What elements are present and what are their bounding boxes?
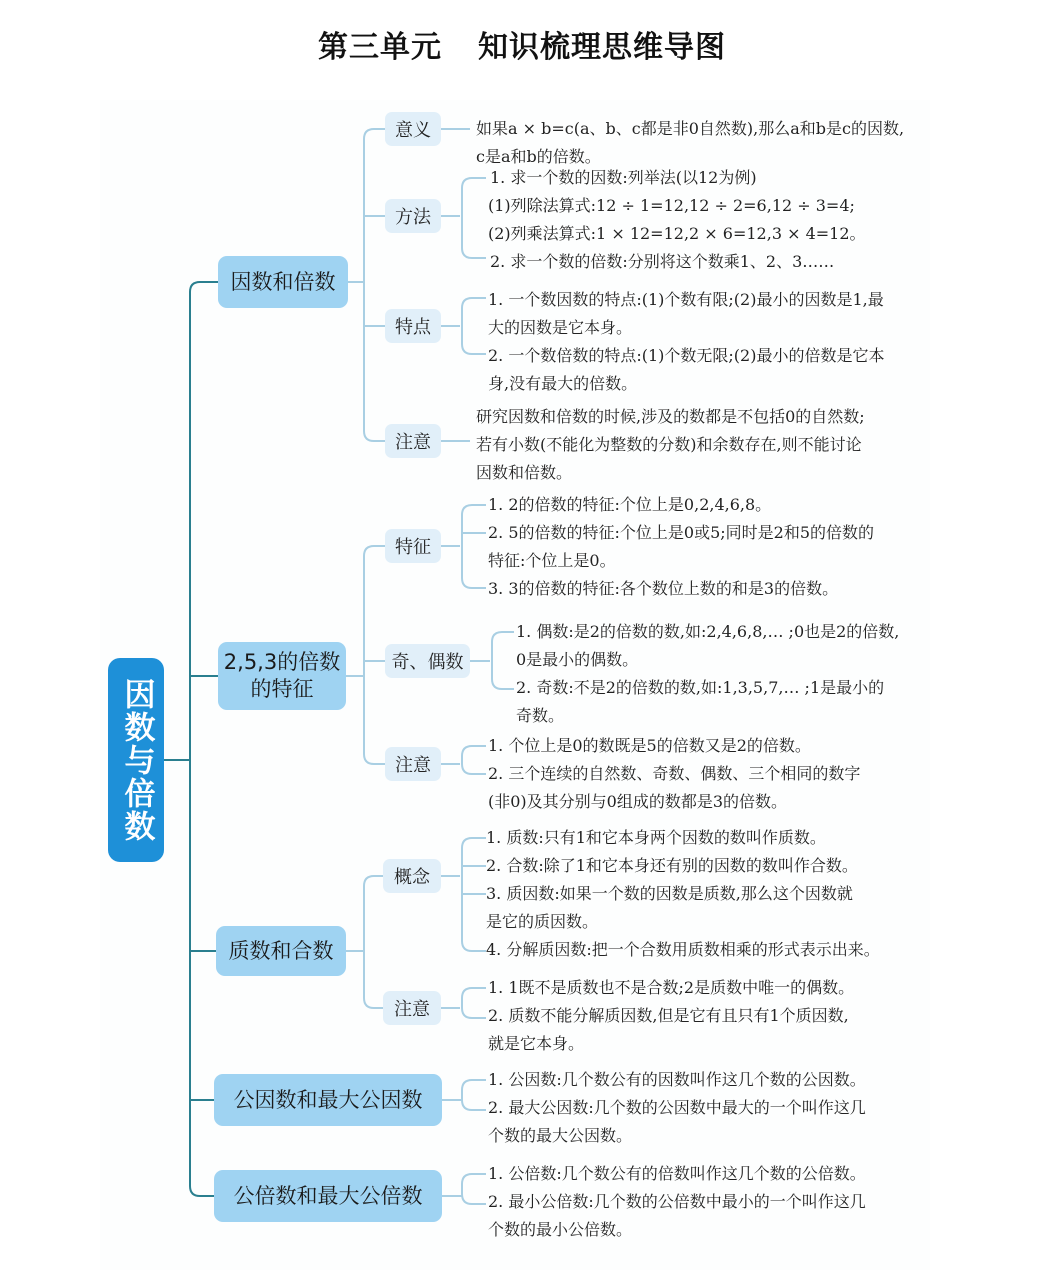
root-node[interactable] (108, 658, 164, 862)
text-line: (1)列除法算式:12 ÷ 1=12,12 ÷ 2=6,12 ÷ 3=4; (488, 196, 855, 215)
text-line: 个数的最大公因数。 (488, 1126, 633, 1145)
root-label: 因数与倍数 (118, 677, 155, 843)
node-label: 注意 (395, 432, 431, 453)
text-line: 2. 最小公倍数:几个数的公倍数中最小的一个叫作这几 (488, 1192, 866, 1211)
node-meaning[interactable] (385, 112, 441, 146)
node-note[interactable] (385, 747, 441, 781)
text-line: 1. 1既不是质数也不是合数;2是质数中唯一的偶数。 (488, 978, 855, 997)
text-note-3 (488, 974, 854, 1058)
text-line: 1. 个位上是0的数既是5的倍数又是2的倍数。 (488, 736, 811, 755)
text-line: 2. 最大公因数:几个数的公因数中最大的一个叫作这几 (488, 1098, 866, 1117)
text-line: 2. 5的倍数的特征:个位上是0或5;同时是2和5的倍数的 (488, 523, 875, 542)
text-method (490, 164, 866, 276)
text-line: 2. 合数:除了1和它本身还有别的因数的数叫作合数。 (486, 856, 858, 875)
text-line: 2. 三个连续的自然数、奇数、偶数、三个相同的数字 (488, 764, 861, 783)
branch-prime-composite[interactable] (216, 926, 346, 976)
text-line: 2. 一个数倍数的特点:(1)个数无限;(2)最小的倍数是它本 (488, 346, 885, 365)
text-meaning (476, 115, 904, 171)
text-line: 1. 偶数:是2的倍数的数,如:2,4,6,8,… ;0也是2的倍数, (516, 622, 900, 641)
branch-multiples-253[interactable] (218, 642, 346, 710)
text-line: 3. 质因数:如果一个数的因数是质数,那么这个因数就 (486, 884, 853, 903)
text-line: 2. 质数不能分解质因数,但是它有且只有1个质因数, (488, 1006, 849, 1025)
text-line: 4. 分解质因数:把一个合数用质数相乘的形式表示出来。 (486, 940, 880, 959)
text-line: 若有小数(不能化为整数的分数)和余数存在,则不能讨论 (476, 435, 862, 454)
text-lcm (488, 1160, 866, 1244)
text-gcd (488, 1066, 866, 1150)
text-line: 1. 求一个数的因数:列举法(以12为例) (490, 168, 757, 187)
text-line: 1. 质数:只有1和它本身两个因数的数叫作质数。 (486, 828, 826, 847)
branch-label-line1: 2,5,3的倍数 (223, 650, 341, 674)
text-line: 是它的质因数。 (486, 912, 599, 931)
text-line: 研究因数和倍数的时候,涉及的数都是不包括0的自然数; (476, 407, 865, 426)
node-concept[interactable] (383, 859, 441, 893)
text-line: 特征:个位上是0。 (488, 551, 616, 570)
text-line: 奇数。 (516, 706, 565, 725)
text-line: 如果a × b=c(a、b、c都是非0自然数),那么a和b是c的因数, (476, 119, 905, 138)
node-label: 特征 (395, 537, 431, 558)
node-label: 注意 (394, 999, 430, 1020)
node-label: 概念 (394, 867, 430, 888)
text-line: 0是最小的偶数。 (516, 650, 639, 669)
branch-factors-multiples[interactable] (218, 256, 348, 308)
node-odd-even[interactable] (385, 644, 470, 678)
node-label: 意义 (395, 120, 431, 141)
node-traits[interactable] (385, 309, 441, 343)
text-concept (486, 824, 880, 964)
text-line: 因数和倍数。 (476, 463, 573, 482)
text-note-2 (488, 732, 860, 816)
branch-lcm[interactable] (214, 1170, 442, 1222)
node-label: 注意 (395, 755, 431, 776)
text-note-1 (476, 403, 865, 487)
node-label: 奇、偶数 (391, 652, 464, 673)
text-line: 个数的最小公倍数。 (488, 1220, 633, 1239)
text-line: (2)列乘法算式:1 × 12=12,2 × 6=12,3 × 4=12。 (488, 224, 866, 243)
node-note[interactable] (385, 424, 441, 458)
title-unit: 第三单元 (318, 30, 442, 65)
node-label: 特点 (395, 317, 431, 338)
text-line: 大的因数是它本身。 (488, 318, 633, 337)
text-line: 1. 2的倍数的特征:个位上是0,2,4,6,8。 (488, 495, 772, 514)
branch-label: 公倍数和最大公倍数 (233, 1183, 423, 1208)
text-line: 身,没有最大的倍数。 (488, 374, 638, 393)
branch-label: 因数和倍数 (230, 269, 336, 294)
text-line: 2. 奇数:不是2的倍数的数,如:1,3,5,7,… ;1是最小的 (516, 678, 885, 697)
branch-gcd[interactable] (214, 1074, 442, 1126)
title-topic: 知识梳理思维导图 (478, 30, 726, 65)
node-method[interactable] (385, 199, 441, 233)
text-odd-even (516, 618, 899, 730)
text-line: (非0)及其分别与0组成的数都是3的倍数。 (488, 792, 788, 811)
text-line: 1. 公因数:几个数公有的因数叫作这几个数的公因数。 (488, 1070, 866, 1089)
branch-label: 公因数和最大公因数 (233, 1087, 423, 1112)
text-line: 1. 一个数因数的特点:(1)个数有限;(2)最小的因数是1,最 (488, 290, 884, 309)
text-line: 3. 3的倍数的特征:各个数位上数的和是3的倍数。 (488, 579, 839, 598)
branch-label-line2: 的特征 (250, 677, 314, 701)
text-traits (488, 286, 884, 398)
node-label: 方法 (395, 207, 431, 228)
branch-label: 质数和合数 (228, 938, 334, 963)
node-note[interactable] (383, 991, 441, 1025)
text-line: c是a和b的倍数。 (476, 147, 601, 166)
text-line: 2. 求一个数的倍数:分别将这个数乘1、2、3…… (490, 252, 835, 271)
text-features (488, 491, 874, 603)
node-features[interactable] (385, 529, 441, 563)
text-line: 1. 公倍数:几个数公有的倍数叫作这几个数的公倍数。 (488, 1164, 866, 1183)
text-line: 就是它本身。 (488, 1034, 585, 1053)
